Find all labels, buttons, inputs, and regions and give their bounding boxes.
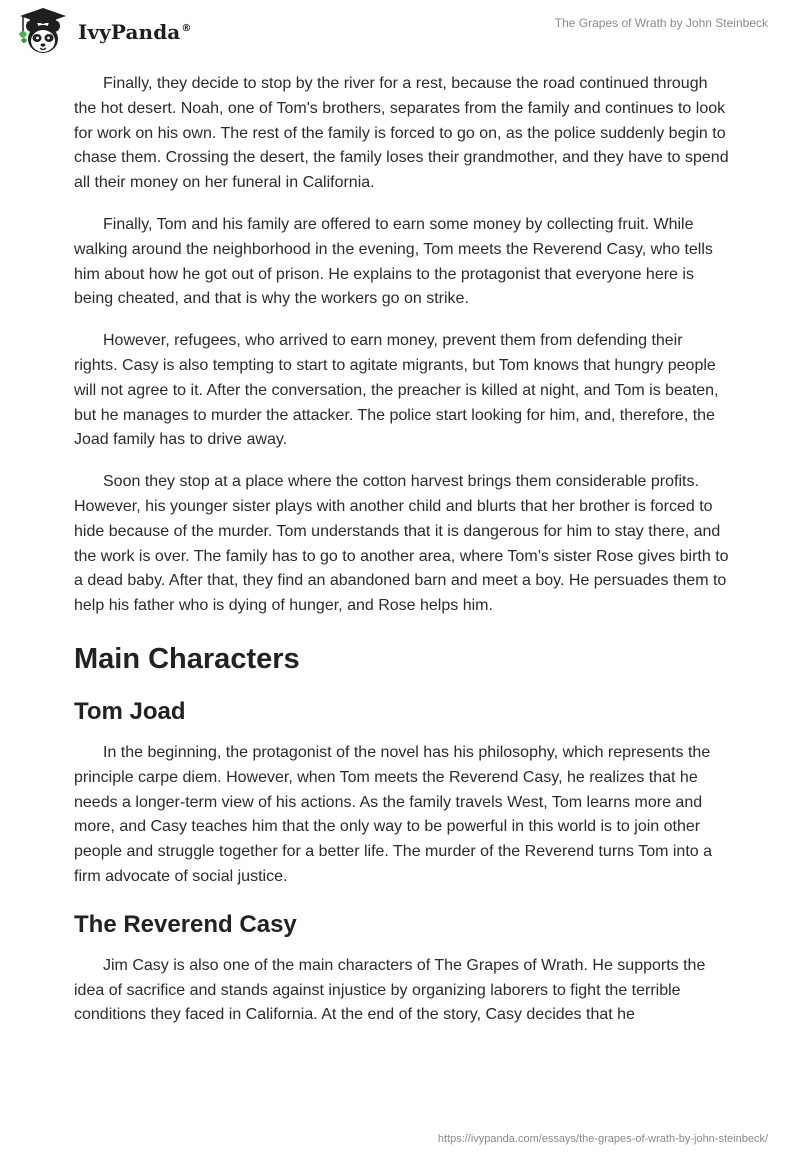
- paragraph: Finally, Tom and his family are offered to earn some money by collecting fruit. While walking around the neighborhood in the evening, Tom meets the Reverend Casy, who tells him about how he got out of prison. He explains to the protagonist that everyone here is being cheated, and that is why the workers go on strike.: [74, 215, 713, 308]
- paragraph: In the beginning, the protagonist of the novel has his philosophy, which represents the principle carpe diem. However, when Tom meets the Reverend Casy, he realizes that he needs a longer-term view of his actions. As the family travels West, Tom learns more and more, and Casy teaches him that the only way to be powerful in this world is to join other people and struggle together for a better life. The murder of the Reverend turns Tom into a firm advocate of social justice.: [74, 743, 713, 885]
- panda-graduate-icon: [14, 6, 72, 58]
- document-title: The Grapes of Wrath by John Steinbeck: [554, 16, 768, 30]
- ivypanda-logo[interactable]: [14, 6, 191, 58]
- subheading-reverend-casy: The Reverend Casy: [74, 910, 297, 938]
- essay-content: [74, 72, 730, 1045]
- source-url[interactable]: https://ivypanda.com/essays/the-grapes-of-wrath-by-john-steinbeck/: [437, 1133, 768, 1145]
- paragraph: Jim Casy is also one of the main characters of The Grapes of Wrath. He supports the idea of sacrifice and stands against injustice by organizing laborers to fight the terrible conditions they faced in California. At the end of the story, Casy decides that he: [74, 956, 706, 1024]
- paragraph: Soon they stop at a place where the cotton harvest brings them considerable profits. However, his younger sister plays with another child and blurts that her brother is forced to hide because of the murder. Tom understands that it is dangerous for him to stay there, and the work is over. The family has to go to another area, where Tom’s sister Rose gives birth to a dead baby. After that, they find an abandoned barn and meet a boy. He persuades them to help his father who is dying of hunger, and Rose helps him.: [74, 473, 729, 615]
- subheading-tom-joad: Tom Joad: [74, 697, 186, 725]
- section-heading-main-characters: Main Characters: [74, 642, 300, 675]
- paragraph: However, refugees, who arrived to earn money, prevent them from defending their rights. Casy is also tempting to start to agitate migrants, but Tom knows that hungry people will not agree to it. After the conversation, the preacher is killed at night, and Tom is beaten, but he manages to murder the attacker. The police start looking for him, and, therefore, the Joad family has to drive away.: [74, 332, 719, 449]
- paragraph: Finally, they decide to stop by the river for a rest, because the road continued through the hot desert. Noah, one of Tom's brothers, separates from the family and continues to look for work on his own. The rest of the family is forced to go on, as the police suddenly begin to chase them. Crossing the desert, the family loses their grandmother, and they have to spend all their money on her funeral in California.: [74, 75, 729, 192]
- logo-text: IvyPanda®: [78, 20, 192, 44]
- page-header: [0, 0, 800, 64]
- registered-mark: ®: [181, 23, 192, 35]
